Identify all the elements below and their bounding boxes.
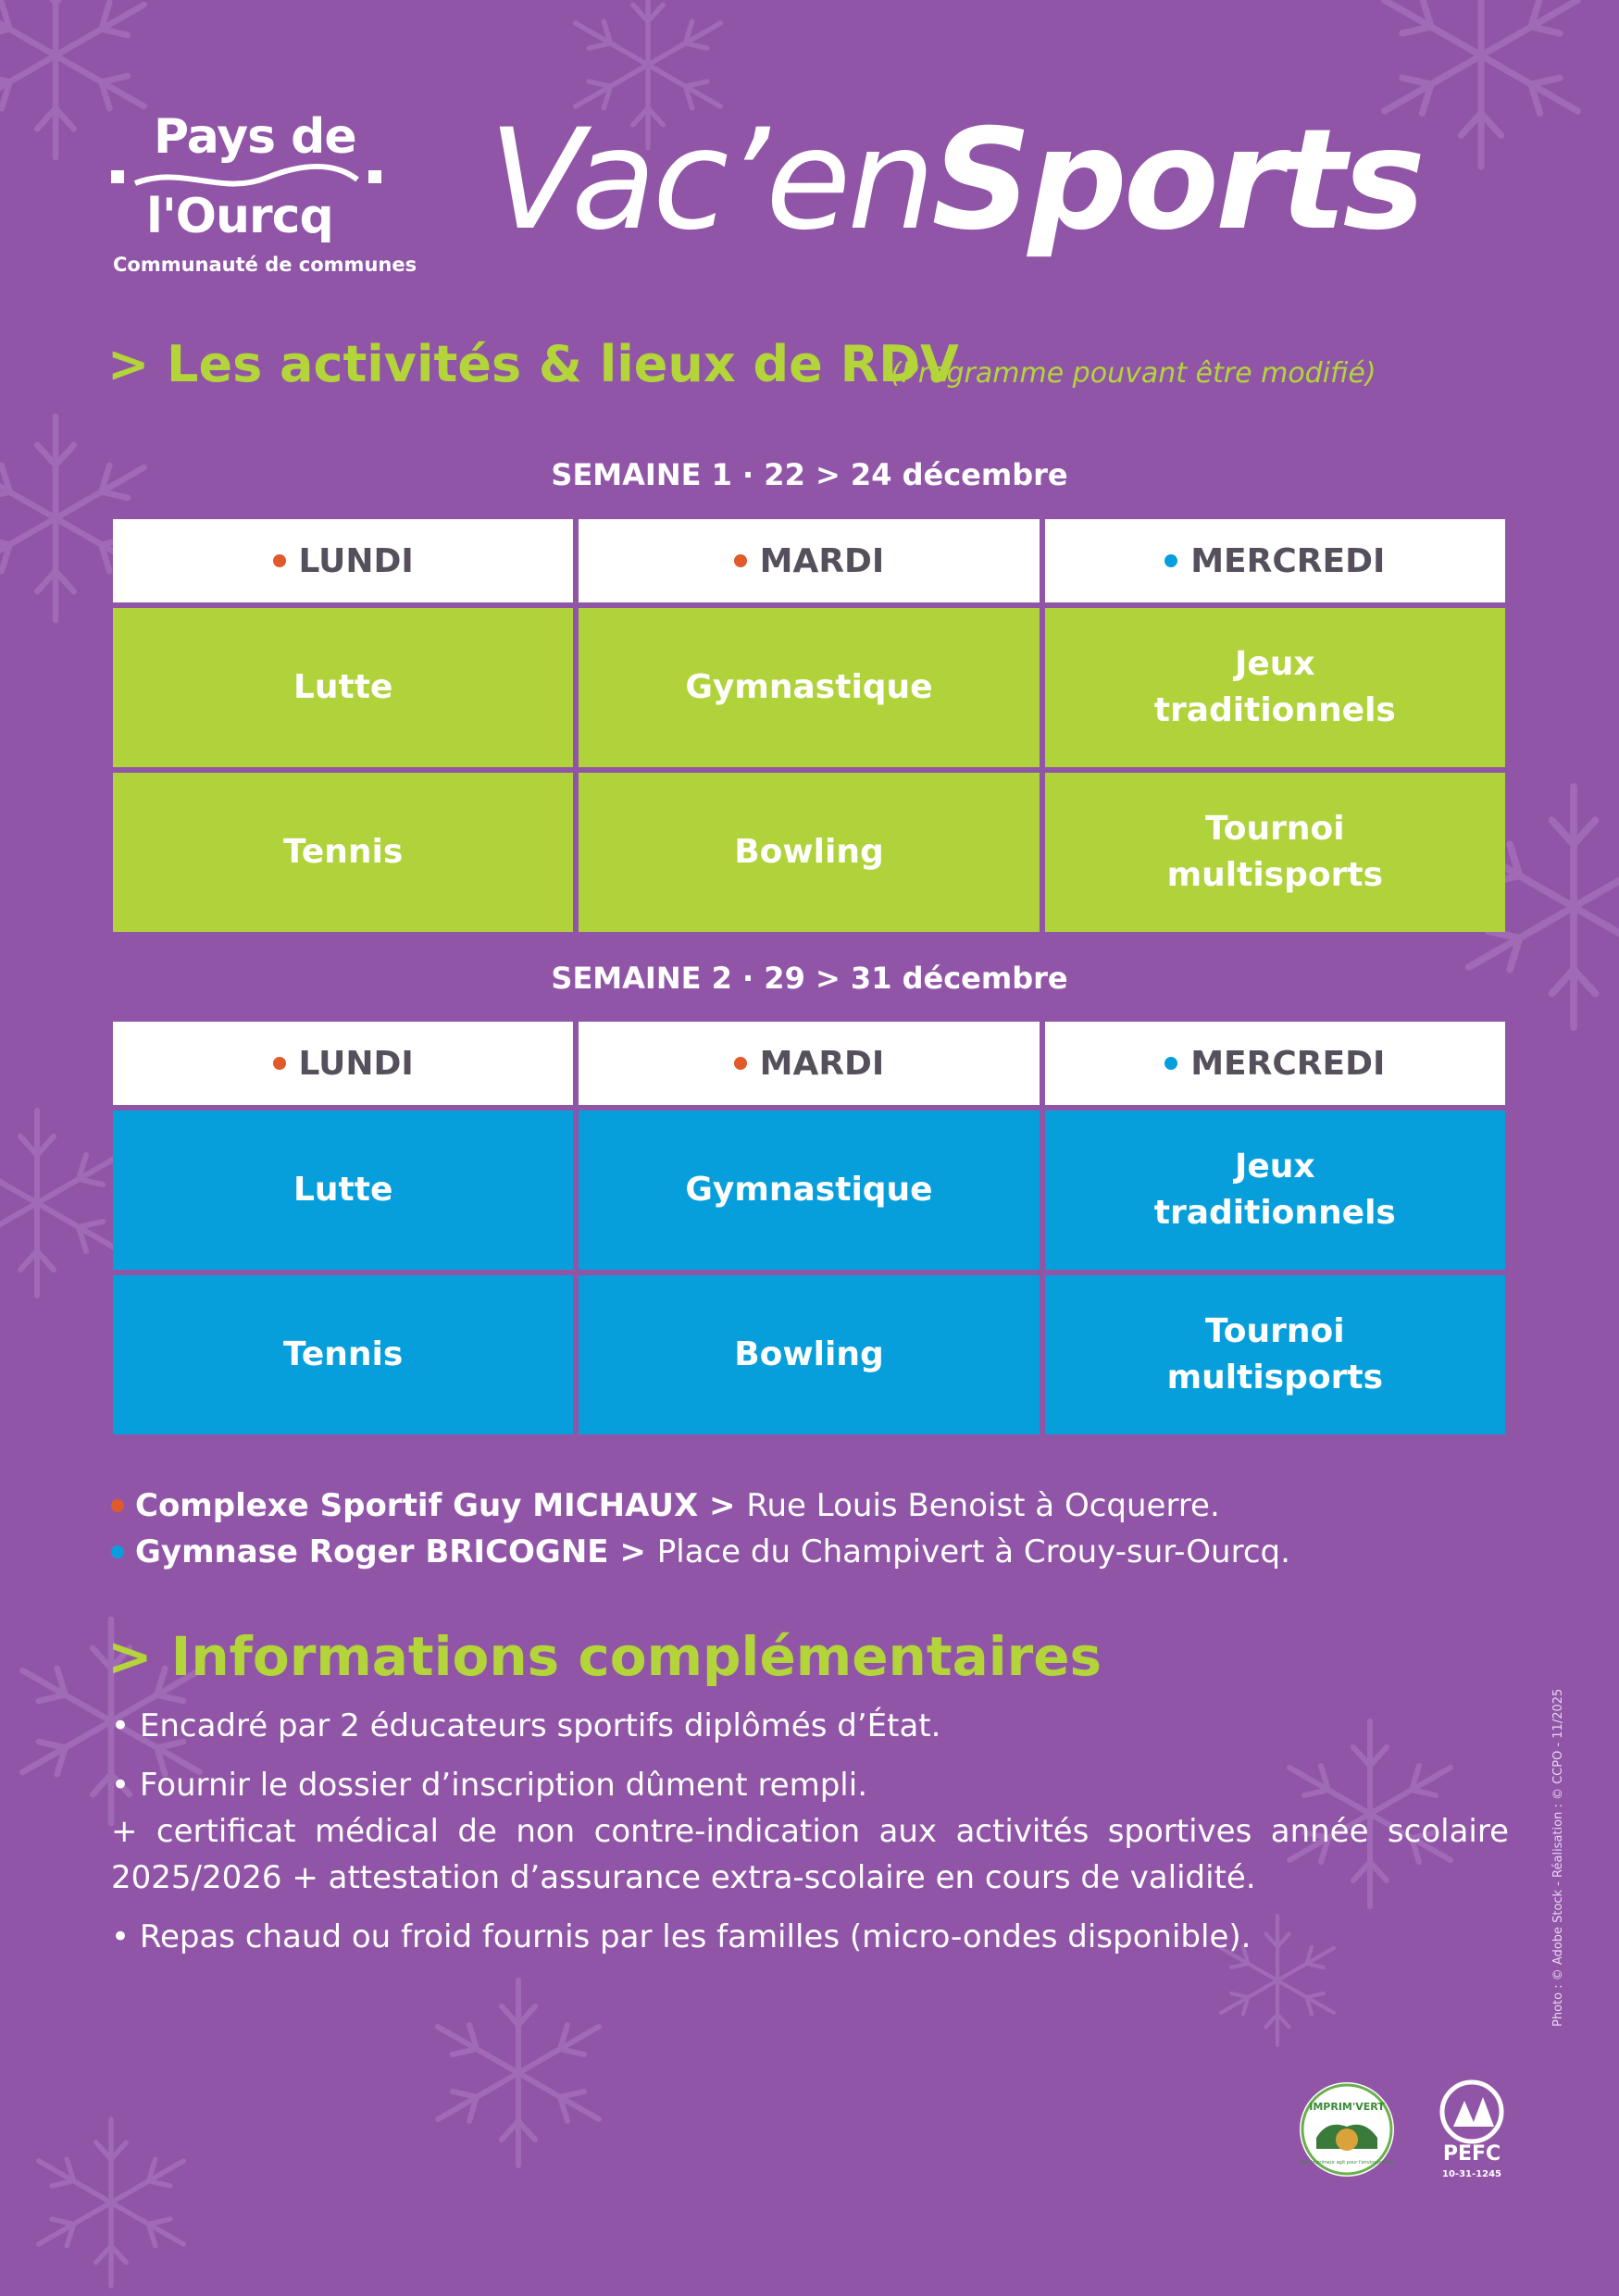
week1-day-wednesday: MERCREDI [1045, 519, 1505, 602]
svg-text:Votre imprimeur agit pour l'en: Votre imprimeur agit pour l'environnement [1300, 2160, 1394, 2166]
venue-arrow: > [608, 1533, 657, 1570]
week1-row2 [113, 773, 1505, 932]
page-title [489, 100, 1422, 261]
activity-cell: Gymnastique [579, 608, 1039, 767]
venue-address: Rue Louis Benoist à Ocquerre. [746, 1487, 1220, 1524]
info-line: • Fournir le dossier d’inscription dûment rempli. [111, 1767, 867, 1804]
week2-schedule [113, 1022, 1505, 1434]
week2-day-wednesday: MERCREDI [1045, 1022, 1505, 1105]
activities-heading: > Les activités & lieux de RDV [107, 335, 959, 393]
week1-day-tuesday: MARDI [579, 519, 1039, 602]
activity-cell: Bowling [579, 773, 1039, 932]
week2-row2 [113, 1275, 1505, 1434]
venue-dot-orange-icon [111, 1499, 124, 1512]
program-note: (Programme pouvant être modifié) [890, 357, 1376, 390]
week1-row1 [113, 608, 1505, 767]
week1-day-header [113, 519, 1505, 602]
info-item [111, 1762, 1509, 1901]
week1-schedule [113, 519, 1505, 932]
venue-name: Complexe Sportif Guy MICHAUX [135, 1487, 699, 1524]
activity-cell: Tennis [113, 773, 573, 932]
activity-cell: Jeux traditionnels [1045, 1111, 1505, 1270]
venue-name: Gymnase Roger BRICOGNE [135, 1533, 609, 1570]
venue-list [111, 1483, 1290, 1575]
title-part1: Vac’en [489, 100, 932, 261]
venue-dot-blue-icon [1164, 1057, 1177, 1070]
logo-line1: Pays de [154, 109, 356, 165]
svg-text:IMPRIM'VERT: IMPRIM'VERT [1309, 2101, 1385, 2113]
imprim-vert-logo-icon [1300, 2082, 1394, 2177]
pefc-logo-icon [1426, 2079, 1518, 2182]
svg-text:PEFC: PEFC [1442, 2142, 1501, 2166]
week2-day-monday: LUNDI [113, 1022, 573, 1105]
logo-subtitle: Communauté de communes [113, 254, 417, 276]
svg-text:10-31-1245: 10-31-1245 [1442, 2169, 1501, 2179]
venue-arrow: > [698, 1487, 747, 1524]
activity-cell: Tournoi multisports [1045, 1275, 1505, 1434]
pefc-badge [1426, 2079, 1518, 2182]
title-part2: Sports [931, 100, 1422, 261]
activity-cell: Bowling [579, 1275, 1039, 1434]
info-item: • Repas chaud ou froid fournis par les familles (micro-ondes disponible). [111, 1918, 1252, 1955]
week1-day-monday: LUNDI [113, 519, 573, 602]
week1-title: SEMAINE 1 · 22 > 24 décembre [551, 457, 1068, 492]
activity-cell: Gymnastique [579, 1111, 1039, 1270]
info-list [111, 1703, 1509, 1973]
venue-dot-orange-icon [273, 1057, 286, 1070]
venue-address: Place du Champivert à Crouy-sur-Ourcq. [656, 1533, 1290, 1570]
activity-cell: Tournoi multisports [1045, 773, 1505, 932]
photo-credit: Photo : © Adobe Stock - Réalisation : © CCPO - 11/2025 [1551, 1688, 1565, 2027]
venue-item [111, 1483, 1290, 1529]
activity-cell: Jeux traditionnels [1045, 608, 1505, 767]
venue-dot-orange-icon [734, 554, 747, 567]
info-line: + certificat médical de non contre-indication aux activités sportives année scolaire 2025/2026 + attestation d’assurance extra-scolaire en cours de validité. [111, 1813, 1509, 1896]
venue-dot-orange-icon [273, 554, 286, 567]
info-heading: > Informations complémentaires [107, 1625, 1102, 1688]
activity-cell: Tennis [113, 1275, 573, 1434]
info-item: • Encadré par 2 éducateurs sportifs diplômés d’État. [111, 1707, 941, 1744]
venue-dot-blue-icon [1164, 554, 1177, 567]
week2-title: SEMAINE 2 · 29 > 31 décembre [551, 961, 1068, 996]
imprim-vert-badge [1300, 2082, 1394, 2177]
venue-dot-blue-icon [111, 1545, 124, 1558]
week2-day-header [113, 1022, 1505, 1105]
venue-item [111, 1529, 1290, 1575]
activity-cell: Lutte [113, 1111, 573, 1270]
pays-de-lourcq-logo [109, 109, 417, 285]
week2-row1 [113, 1111, 1505, 1270]
venue-dot-orange-icon [734, 1057, 747, 1070]
activity-cell: Lutte [113, 608, 573, 767]
week2-day-tuesday: MARDI [579, 1022, 1039, 1105]
logo-line2: l'Ourcq [146, 189, 333, 244]
